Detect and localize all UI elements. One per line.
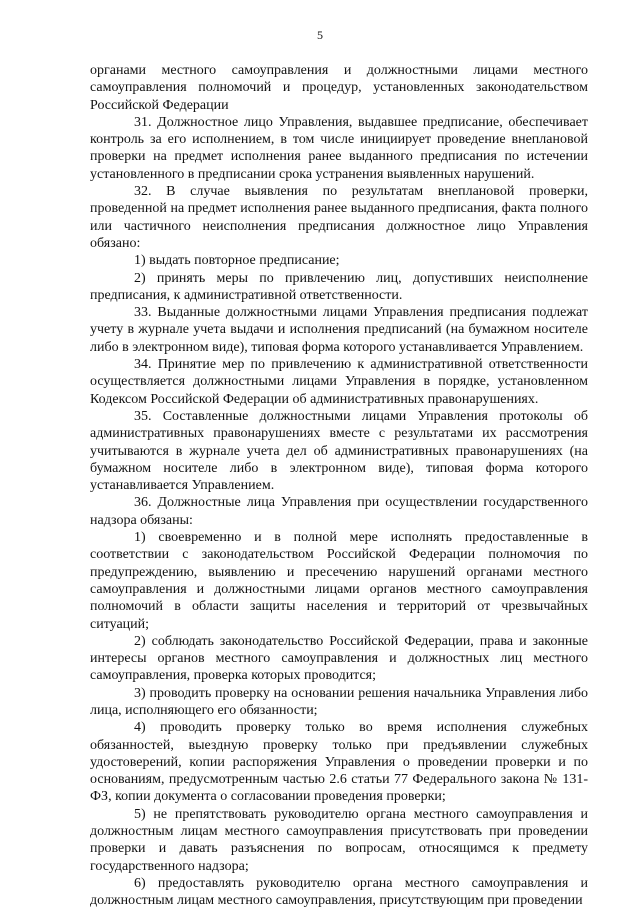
paragraph-32: 32. В случае выявления по результатам внеплановой проверки, проведенной на предмет исполнения ранее выданного предписания, факта полного или частичного неисполнения предписания должностное лицо Управления обязано: [90, 184, 588, 251]
paragraph-continuation: органами местного самоуправления и должностными лицами местного самоуправления полномочий и процедур, установленных законодательством Российской Федерации [90, 63, 588, 113]
paragraph-31: 31. Должностное лицо Управления, выдавшее предписание, обеспечивает контроль за его исполнением, в том числе инициирует проведение внеплановой проверки на предмет исполнения ранее выданного предписания по истечении установленного в предписании срока устранения выявленных нарушений. [90, 114, 588, 182]
paragraph-35: 35. Составленные должностными лицами Управления протоколы об административных правонарушениях вместе с результатами их рассмотрения учитываются в журнале учета дел об административных правонарушениях (на бумажном носителе либо в электронном виде), типовая форма которого устанавливается Управлением. [90, 408, 588, 494]
page-number: 5 [317, 28, 323, 42]
paragraph-36-item-4: 4) проводить проверку только во время исполнения служебных обязанностей, выездную проверку только при предъявлении служебных удостоверений, копии распоряжения Управления о проведении проверки и по основаниям, предусмотренным частью 2.6 статьи 77 Федерального закона № 131-ФЗ, копии документа о согласовании проведения проверки; [90, 720, 588, 805]
paragraph-32-item-1: 1) выдать повторное предписание; [134, 253, 340, 269]
paragraph-36-item-1: 1) своевременно и в полной мере исполнять предоставленные в соответствии с законодательством Российской Федерации полномочия по предупреждению, выявлению и пресечению нарушений органами местного самоуправления и должностными лицами органов местного самоуправления полномочий в области защиты населения и территорий от чрезвычайных ситуаций; [90, 530, 588, 632]
paragraph-33: 33. Выданные должностными лицами Управления предписания подлежат учету в журнале учета выдачи и исполнения предписаний (на бумажном носителе либо в электронном виде), типовая форма которого устанавливается Управлением. [90, 305, 588, 355]
paragraph-36-item-2: 2) соблюдать законодательство Российской Федерации, права и законные интересы органов местного самоуправления и должностных лиц местного самоуправления, проверка которых проводится; [90, 633, 588, 684]
paragraph-36-item-3: 3) проводить проверку на основании решения начальника Управления либо лица, исполняющего его обязанности; [90, 685, 588, 718]
document-body [90, 62, 588, 910]
paragraph-36-item-5: 5) не препятствовать руководителю органа местного самоуправления и должностным лицам местного самоуправления присутствовать при проведении проверки и давать разъяснения по вопросам, относящимся к предмету государственного надзора; [90, 806, 588, 874]
paragraph-34: 34. Принятие мер по привлечению к административной ответственности осуществляется должностными лицами Управления в порядке, установленном Кодексом Российской Федерации об административных правонарушениях. [90, 357, 588, 407]
paragraph-36-item-6: 6) предоставлять руководителю органа местного самоуправления и должностным лицам местного самоуправления, присутствующим при проведении [90, 875, 588, 909]
paragraph-32-item-2: 2) принять меры по привлечению лиц, допустивших неисполнение предписания, к административной ответственности. [90, 270, 588, 303]
paragraph-36: 36. Должностные лица Управления при осуществлении государственного надзора обязаны: [90, 495, 588, 528]
